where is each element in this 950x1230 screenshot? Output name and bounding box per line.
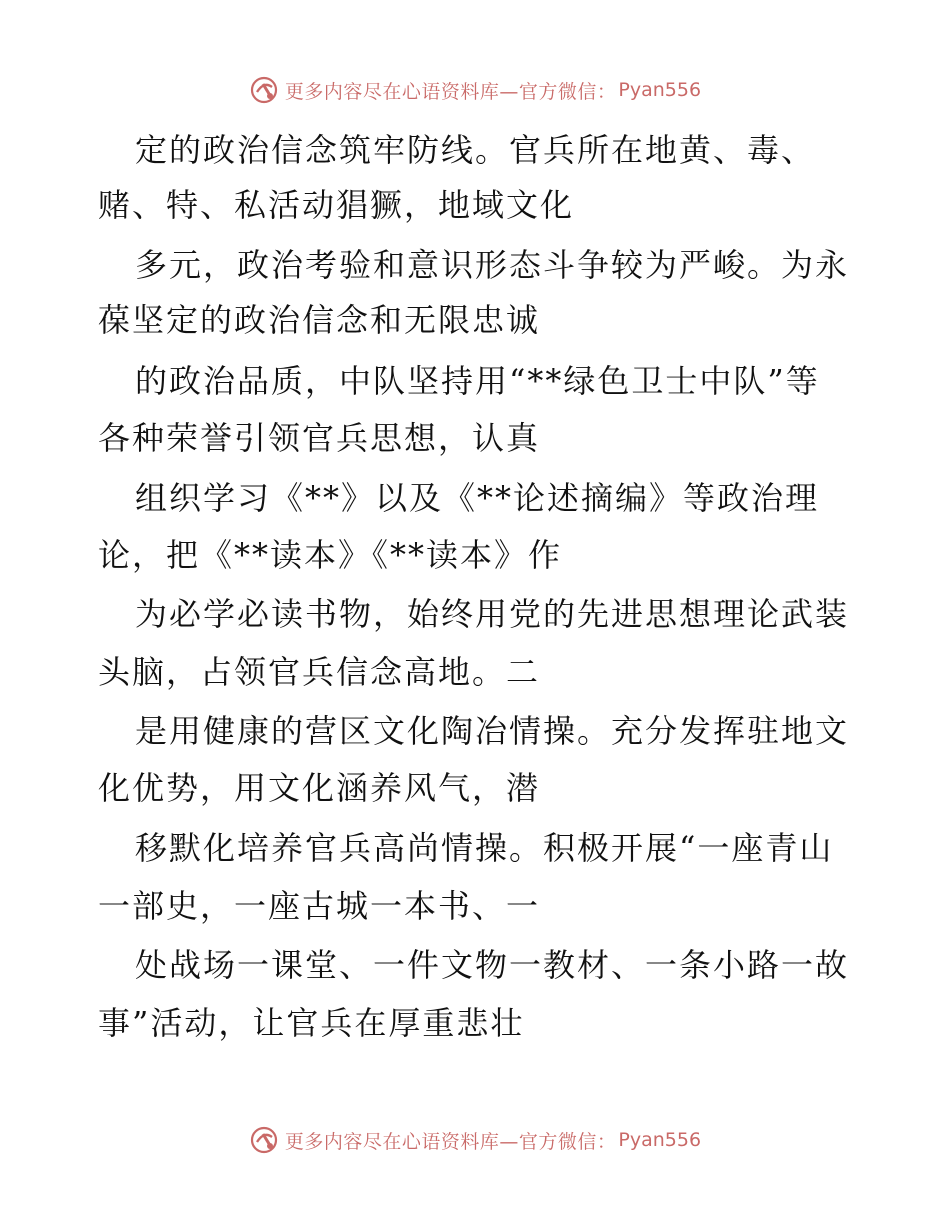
body-line: 论，把《**读本》《**读本》作 bbox=[98, 536, 563, 574]
body-line: 头脑，占领官兵信念高地。二 bbox=[98, 653, 541, 691]
body-line: 组织学习《**》以及《**论述摘编》等政治理 bbox=[135, 479, 820, 517]
body-line: 一部史，一座古城一本书、一 bbox=[98, 887, 541, 925]
body-line: 处战场一课堂、一件文物一教材、一条小路一故 bbox=[135, 946, 850, 984]
watermark-account: Pyan556 bbox=[618, 1129, 702, 1151]
body-line: 定的政治信念筑牢防线。官兵所在地黄、毒、 bbox=[135, 131, 816, 169]
header-watermark bbox=[0, 72, 950, 108]
body-line: 多元，政治考验和意识形态斗争较为严峻。为永 bbox=[135, 246, 850, 284]
body-line: 是用健康的营区文化陶冶情操。充分发挥驻地文 bbox=[135, 712, 850, 750]
footer-watermark bbox=[0, 1122, 950, 1158]
body-line: 的政治品质，中队坚持用“**绿色卫士中队”等 bbox=[135, 362, 820, 400]
watermark-account: Pyan556 bbox=[618, 79, 702, 101]
body-line: 赌、特、私活动猖獗，地域文化 bbox=[98, 186, 575, 224]
body-line: 葆坚定的政治信念和无限忠诚 bbox=[98, 301, 541, 339]
watermark-text: 更多内容尽在心语资料库—官方微信： bbox=[284, 1130, 617, 1153]
body-line: 事”活动，让官兵在厚重悲壮 bbox=[98, 1004, 525, 1042]
watermark-logo-icon bbox=[249, 1125, 279, 1155]
watermark-logo-icon bbox=[249, 75, 279, 105]
body-line: 化优势，用文化涵养风气，潜 bbox=[98, 769, 541, 807]
watermark-text: 更多内容尽在心语资料库—官方微信： bbox=[284, 80, 617, 103]
body-line: 移默化培养官兵高尚情操。积极开展“一座青山 bbox=[135, 829, 834, 867]
body-line: 各种荣誉引领官兵思想，认真 bbox=[98, 419, 541, 457]
body-line: 为必学必读书物，始终用党的先进思想理论武装 bbox=[135, 595, 850, 633]
